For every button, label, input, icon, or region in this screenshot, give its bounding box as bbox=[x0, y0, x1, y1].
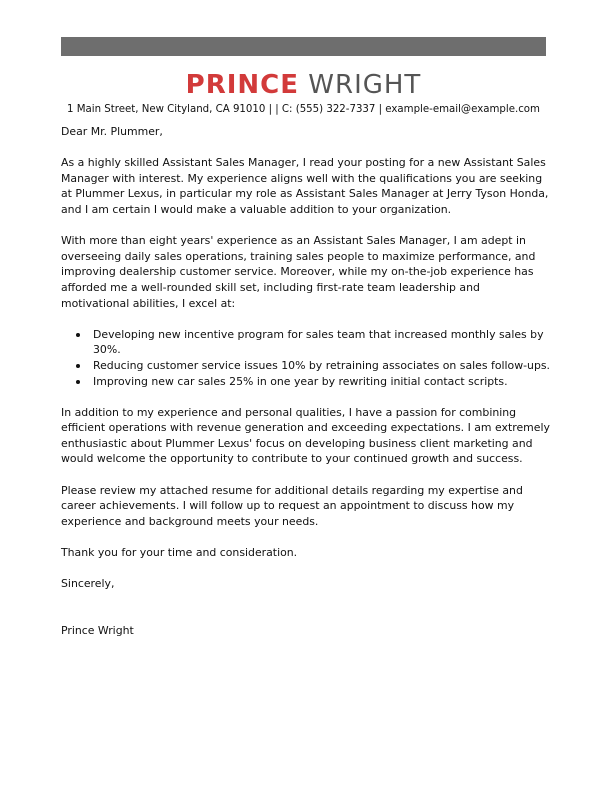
applicant-name bbox=[0, 70, 607, 100]
list-item: Developing new incentive program for sales team that increased monthly sales by 30%. bbox=[93, 327, 551, 358]
list-item: Reducing customer service issues 10% by retraining associates on sales follow-ups. bbox=[93, 358, 551, 372]
letter-body bbox=[61, 124, 551, 654]
signature-space bbox=[61, 607, 551, 623]
paragraph-thanks: Thank you for your time and consideration. bbox=[61, 546, 298, 560]
closing: Sincerely, bbox=[61, 577, 115, 591]
achievements-list bbox=[61, 327, 551, 389]
paragraph-follow-up: Please review my attached resume for additional details regarding my expertise and career achievements. I will follow up to request an appointment to discuss how my experience and background meets your needs. bbox=[61, 483, 523, 528]
paragraph-qualities: In addition to my experience and personal qualities, I have a passion for combining efficient operations with revenue generation and exceeding expectations. I am extremely enthusiastic about Plummer Lexus' focus on developing business client marketing and would welcome the opportunity to contribute to your continued growth and success. bbox=[61, 405, 550, 466]
list-item: Improving new car sales 25% in one year by rewriting initial contact scripts. bbox=[93, 374, 551, 390]
contact-line: 1 Main Street, New Cityland, CA 91010 | | C: (555) 322-7337 | example-email@example.com bbox=[67, 104, 540, 115]
header-bar bbox=[61, 37, 546, 56]
last-name: WRIGHT bbox=[308, 70, 422, 100]
first-name: PRINCE bbox=[185, 70, 300, 100]
paragraph-experience: With more than eight years' experience as an Assistant Sales Manager, I am adept in overseeing daily sales operations, training sales people to maximize performance, and improving dealership customer service. Moreover, while my on-the-job experience has afforded me a well-rounded skill set, including first-rate team leadership and motivational abilities, I excel at: bbox=[61, 234, 536, 310]
signature: Prince Wright bbox=[61, 624, 134, 637]
salutation: Dear Mr. Plummer, bbox=[61, 125, 163, 138]
paragraph-intro: As a highly skilled Assistant Sales Manager, I read your posting for a new Assistant Sales Manager with interest. My experience aligns well with the qualifications you are seeking at Plummer Lexus, in particular my role as Assistant Sales Manager at Jerry Tyson Honda, and I am certain I would make a valuable addition to your organization. bbox=[61, 156, 549, 216]
